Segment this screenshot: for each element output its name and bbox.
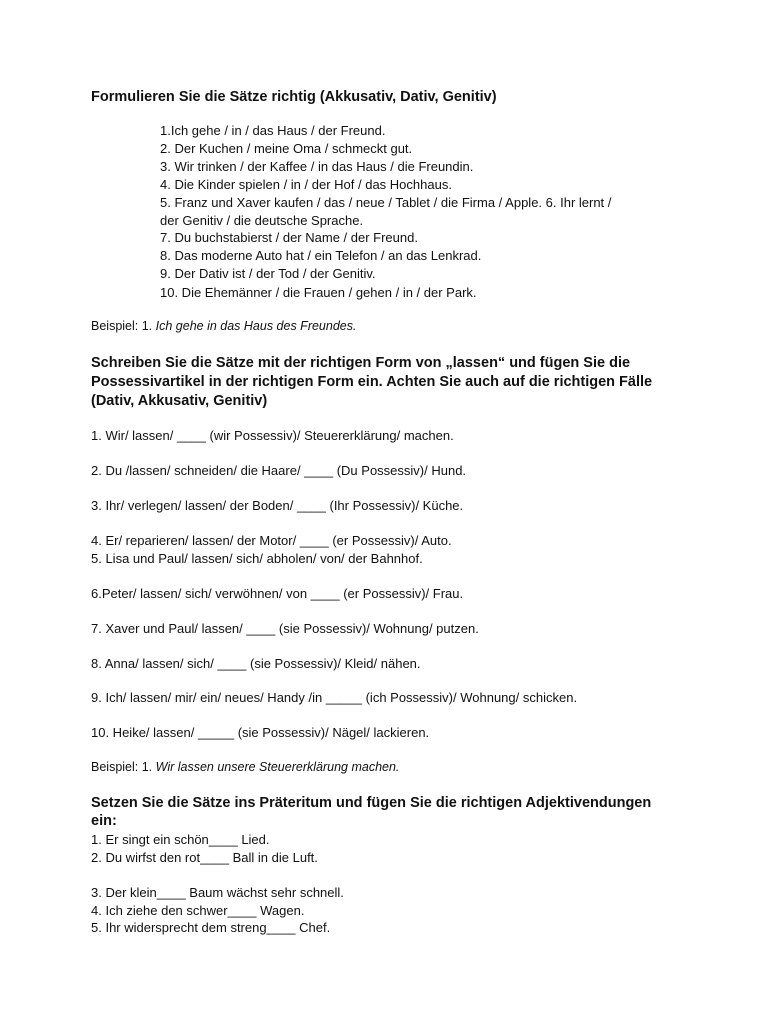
example-text: Wir lassen unsere Steuererklärung machen.	[155, 760, 400, 774]
section3-item: 4. Ich ziehe den schwer____ Wagen.	[91, 903, 305, 918]
section2-item: 7. Xaver und Paul/ lassen/ ____ (sie Possessiv)/ Wohnung/ putzen.	[91, 621, 479, 636]
section1-item: 8. Das moderne Auto hat / ein Telefon / an das Lenkrad.	[160, 248, 482, 263]
section1-example	[91, 318, 356, 334]
section2-item: 9. Ich/ lassen/ mir/ ein/ neues/ Handy /in _____ (ich Possessiv)/ Wohnung/ schicken.	[91, 690, 578, 705]
section2-item: 3. Ihr/ verlegen/ lassen/ der Boden/ ____ (Ihr Possessiv)/ Küche.	[91, 498, 464, 513]
section1-item: 4. Die Kinder spielen / in / der Hof / das Hochhaus.	[160, 177, 452, 192]
section3-item: 5. Ihr widersprecht dem streng____ Chef.	[91, 920, 331, 935]
section1-item: 1.Ich gehe / in / das Haus / der Freund.	[160, 123, 386, 138]
section3-heading-line: Setzen Sie die Sätze ins Präteritum und fügen Sie die richtigen Adjektivendungen	[91, 795, 652, 811]
section1-heading: Formulieren Sie die Sätze richtig (Akkusativ, Dativ, Genitiv)	[91, 89, 497, 105]
section3-item: 2. Du wirfst den rot____ Ball in die Luft.	[91, 850, 318, 865]
section1-item: 2. Der Kuchen / meine Oma / schmeckt gut.	[160, 141, 413, 156]
section2-item: 8. Anna/ lassen/ sich/ ____ (sie Possessiv)/ Kleid/ nähen.	[91, 656, 421, 671]
section1-item: 7. Du buchstabierst / der Name / der Freund.	[160, 230, 418, 245]
section3-heading-line: ein:	[91, 813, 117, 829]
example-text: Ich gehe in das Haus des Freundes.	[155, 319, 357, 333]
section3-item: 3. Der klein____ Baum wächst sehr schnell.	[91, 885, 344, 900]
section2-item: 5. Lisa und Paul/ lassen/ sich/ abholen/ von/ der Bahnhof.	[91, 551, 423, 566]
example-label: Beispiel: 1.	[91, 319, 153, 333]
section1-item: 9. Der Dativ ist / der Tod / der Genitiv.	[160, 266, 376, 281]
section2-heading-line: (Dativ, Akkusativ, Genitiv)	[91, 393, 268, 409]
section1-item: 10. Die Ehemänner / die Frauen / gehen / in / der Park.	[160, 285, 477, 300]
section3-item: 1. Er singt ein schön____ Lied.	[91, 832, 270, 847]
section2-item: 10. Heike/ lassen/ _____ (sie Possessiv)/ Nägel/ lackieren.	[91, 725, 430, 740]
example-label: Beispiel: 1.	[91, 760, 153, 774]
section2-item: 1. Wir/ lassen/ ____ (wir Possessiv)/ Steuererklärung/ machen.	[91, 428, 454, 443]
section1-item: der Genitiv / die deutsche Sprache.	[160, 213, 364, 228]
section2-example	[91, 759, 399, 775]
section2-item: 2. Du /lassen/ schneiden/ die Haare/ ____ (Du Possessiv)/ Hund.	[91, 463, 467, 478]
section1-item: 5. Franz und Xaver kaufen / das / neue / Tablet / die Firma / Apple. 6. Ihr lernt /	[160, 195, 612, 210]
section2-heading-line: Possessivartikel in der richtigen Form ein. Achten Sie auch auf die richtigen Fälle	[91, 374, 653, 390]
section2-heading-line: Schreiben Sie die Sätze mit der richtigen Form von „lassen“ und fügen Sie die	[91, 355, 631, 371]
section2-item: 4. Er/ reparieren/ lassen/ der Motor/ ____ (er Possessiv)/ Auto.	[91, 533, 452, 548]
section1-item: 3. Wir trinken / der Kaffee / in das Haus / die Freundin.	[160, 159, 474, 174]
section2-item: 6.Peter/ lassen/ sich/ verwöhnen/ von ____ (er Possessiv)/ Frau.	[91, 586, 464, 601]
